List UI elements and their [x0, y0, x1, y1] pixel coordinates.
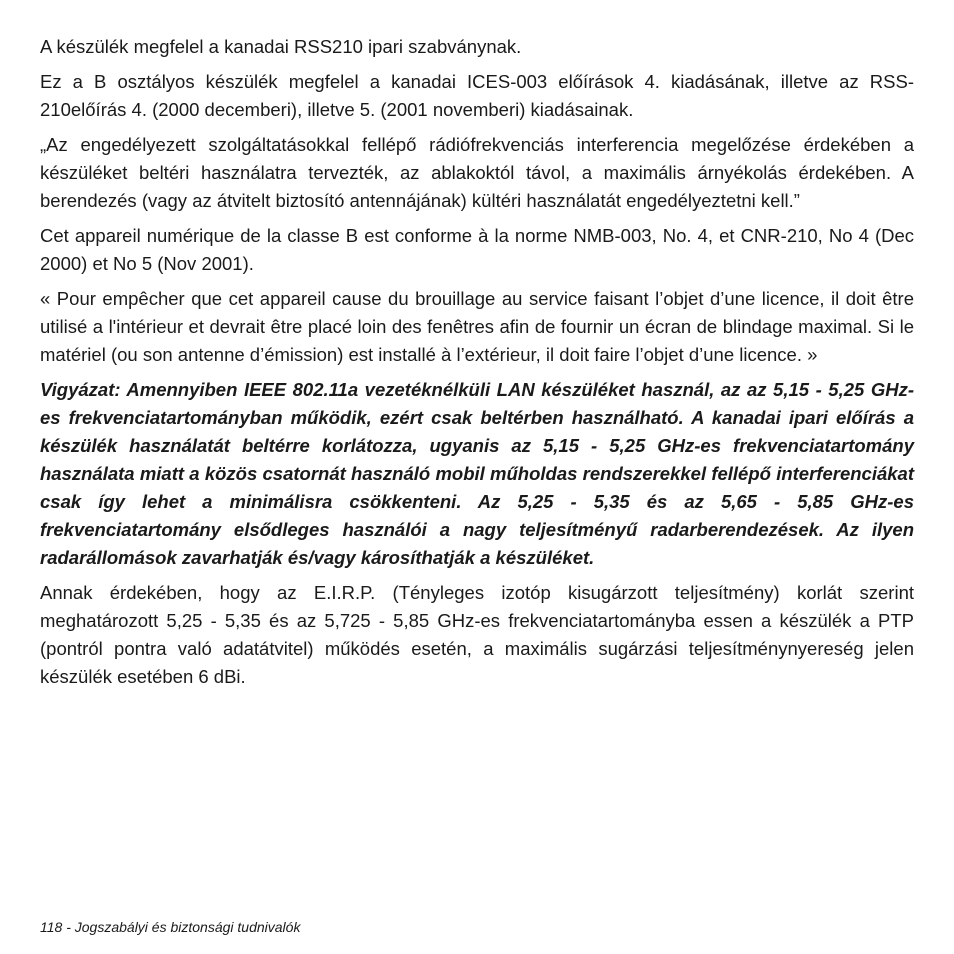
- page-footer: 118 - Jogszabályi és biztonsági tudnivalók: [40, 919, 301, 935]
- paragraph-interference-hu: „Az engedélyezett szolgáltatásokkal fellépő rádiófrekvenciás interferencia megelőzése érdekében a készüléket beltéri használatra tervezték, az ablakoktól távol, a maximális árnyékolás érdekében. A berendezés (vagy az átvitelt biztosító antennájának) kültéri használatát engedélyeztetni kell.”: [40, 134, 914, 211]
- document-body: [40, 33, 914, 698]
- paragraph-eirp: Annak érdekében, hogy az E.I.R.P. (Tényleges izotóp kisugárzott teljesítmény) korlát szerint meghatározott 5,25 - 5,35 és az 5,725 - 5,85 GHz-es frekvenciatartományba essen a készülék a PTP (pontról pontra való adatátvitel) működés esetén, a maximális sugárzási teljesítménynyereség jelen készülék esetében 6 dBi.: [40, 582, 914, 687]
- paragraph-brouillage-fr: « Pour empêcher que cet appareil cause du brouillage au service faisant l’objet d’une licence, il doit être utilisé a l'intérieur et devrait être placé loin des fenêtres afin de fournir un écran de blindage maximal. Si le matériel (ou son antenne d’émission) est installé à l’extérieur, il doit faire l’objet d’une licence. »: [40, 288, 914, 365]
- paragraph-nmb003-fr: Cet appareil numérique de la classe B est conforme à la norme NMB-003, No. 4, et CNR-210, No 4 (Dec 2000) et No 5 (Nov 2001).: [40, 225, 914, 274]
- paragraph-warning: Vigyázat: Amennyiben IEEE 802.11a vezetéknélküli LAN készüléket használ, az az 5,15 - 5,25 GHz-es frekvenciatartományban működik, ezért csak beltérben használható. A kanadai ipari előírás a készülék használatát beltérre korlátozza, ugyanis az 5,15 - 5,25 GHz-es frekvenciatartomány használata miatt a közös csatornát használó mobil műholdas rendszerekkel fellépő interferenciákat csak így lehet a minimálisra csökkenteni. Az 5,25 - 5,35 és az 5,65 - 5,85 GHz-es frekvenciatartomány elsődleges használói a nagy teljesítményű radarberendezések. Az ilyen radarállomások zavarhatják és/vagy károsíthatják a készüléket.: [40, 379, 914, 568]
- paragraph-rss210: A készülék megfelel a kanadai RSS210 ipari szabványnak.: [40, 36, 522, 57]
- paragraph-ices003: Ez a B osztályos készülék megfelel a kanadai ICES-003 előírások 4. kiadásának, illetve az RSS-210előírás 4. (2000 decemberi), illetve 5. (2001 novemberi) kiadásainak.: [40, 71, 914, 120]
